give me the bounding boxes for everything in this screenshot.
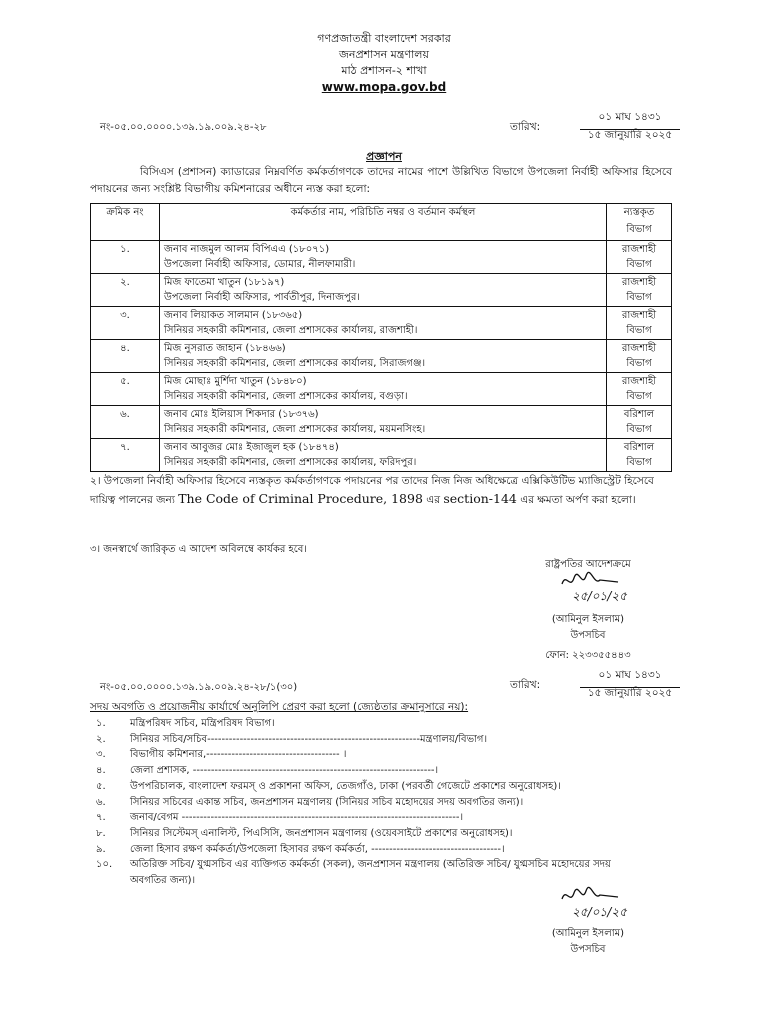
- list-item: [90, 795, 650, 811]
- code-name: The Code of Criminal Procedure, 1898: [178, 491, 423, 506]
- division-cell: [607, 241, 672, 274]
- date-bangla: ০১ মাঘ ১৪৩১: [580, 110, 680, 130]
- branch-name: মাঠ প্রশাসন-২ শাখা: [341, 64, 427, 77]
- division-cell: [607, 406, 672, 439]
- division-name: রাজশাহী: [621, 310, 657, 321]
- date-bangla: ০১ মাঘ ১৪৩১: [580, 668, 680, 688]
- officer-name: মিজ নুসরাত জাহান (১৮৪৬৬): [164, 343, 286, 354]
- item-text: বিভাগীয় কমিশনার,------------------------------------- ।: [130, 749, 347, 761]
- list-item: [90, 779, 650, 795]
- website-link[interactable]: www.mopa.gov.bd: [321, 80, 447, 94]
- header-division: ন্যস্তকৃত বিভাগ: [607, 204, 672, 241]
- division-cell: [607, 373, 672, 406]
- officer-cell: [160, 274, 607, 307]
- list-item: [90, 810, 650, 826]
- item-number: ৯.: [96, 843, 106, 855]
- signatory-designation: উপসচিব: [570, 630, 606, 641]
- list-item: [90, 842, 650, 858]
- item-number: ৭.: [96, 812, 106, 824]
- date-english: ১৫ জানুয়ারি ২০২৫: [587, 687, 673, 699]
- officer-name: মিজ ফাতেমা খাতুন (১৮১৯৭): [164, 277, 285, 288]
- serial-cell: ২.: [91, 274, 160, 307]
- date-label: তারিখ:: [510, 121, 541, 133]
- serial-cell: ৬.: [91, 406, 160, 439]
- division-word: বিভাগ: [626, 259, 652, 270]
- list-item: [90, 763, 650, 779]
- copy-heading: সদয় অবগতি ও প্রয়োজনীয় কার্যার্থে অনুলিপি প্রেরণ করা হলো (জ্যেষ্ঠতার ক্রমানুসারে নয়):: [90, 701, 469, 713]
- division-cell: [607, 307, 672, 340]
- ministry-name: জনপ্রশাসন মন্ত্রণালয়: [339, 48, 429, 61]
- table-row: [91, 439, 672, 472]
- division-name: বরিশাল: [623, 442, 655, 453]
- item-text: অতিরিক্ত সচিব/ যুগ্মসচিব এর ব্যক্তিগত কর্মকর্তা (সকল), জনপ্রশাসন মন্ত্রণালয় (অতিরিক্ত সচিব/ যুগ্মসচিব মহোদয়ের সদয় অবগতির জন্য)।: [130, 859, 611, 887]
- order-line: রাষ্ট্রপতির আদেশক্রমে: [545, 559, 631, 570]
- officer-name: জনাব লিয়াকত সালমান (১৮৩৬৫): [164, 310, 303, 321]
- table-row: [91, 274, 672, 307]
- power-delegation-paragraph: [90, 472, 672, 509]
- signatory-designation-2: উপসচিব: [570, 944, 606, 955]
- table-row: [91, 340, 672, 373]
- officer-name: জনাব নাজমুল আলম বিপিএএ (১৮০৭১): [164, 244, 330, 255]
- serial-cell: ৭.: [91, 439, 160, 472]
- list-item: [90, 747, 650, 763]
- officer-name: জনাব আবুজর মোঃ ইজাজুল হক (১৮৪৭৪): [164, 442, 339, 453]
- officer-name: মিজ মোছাঃ মুর্শিদা খাতুন (১৮৪৮০): [164, 376, 307, 387]
- division-cell: [607, 340, 672, 373]
- signature-date-2: ২৫/০১/২৫: [572, 905, 627, 919]
- table-header-row: [91, 204, 672, 241]
- officer-post: উপজেলা নির্বাহী অফিসার, পার্বতীপুর, দিনাজপুর।: [164, 292, 360, 303]
- officer-name: জনাব মোঃ ইলিয়াস শিকদার (১৮৩৭৬): [164, 409, 319, 420]
- serial-cell: ১.: [91, 241, 160, 274]
- item-text: জেলা প্রশাসক, -------------------------------------------------------------------।: [130, 765, 439, 777]
- division-word: বিভাগ: [626, 292, 652, 303]
- division-word: বিভাগ: [626, 391, 652, 402]
- officer-post: সিনিয়র সহকারী কমিশনার, জেলা প্রশাসকের কার্যালয়, বগুড়া।: [164, 391, 408, 402]
- division-name: রাজশাহী: [621, 277, 657, 288]
- officers-table: [90, 203, 672, 472]
- list-item: [90, 732, 650, 748]
- list-item: [90, 716, 650, 732]
- item-text: জনাব/বেগম -----------------------------------------------------------------------------।: [130, 812, 464, 824]
- officer-cell: [160, 340, 607, 373]
- division-cell: [607, 439, 672, 472]
- item-number: ৫.: [96, 780, 106, 792]
- effective-paragraph: ৩। জনস্বার্থে জারিকৃত এ আদেশ অবিলম্বে কার্যকর হবে।: [90, 544, 307, 555]
- officer-cell: [160, 307, 607, 340]
- division-name: রাজশাহী: [621, 376, 657, 387]
- memo2-number: নং-০৫.০০.০০০০.১৩৯.১৯.০০৯.২৪-২৮/১(৩০): [100, 682, 298, 693]
- item-text: উপপরিচালক, বাংলাদেশ ফরমস্ ও প্রকাশনা অফিস, তেজগাঁও, ঢাকা (পরবর্তী গেজেটে প্রকাশের অনুরোধসহ)।: [130, 780, 561, 792]
- memo-number: নং-০৫.০০.০০০০.১৩৯.১৯.০০৯.২৪-২৮: [100, 122, 267, 133]
- item-text: মন্ত্রিপরিষদ সচিব, মন্ত্রিপরিষদ বিভাগ।: [130, 718, 275, 729]
- table-row: [91, 307, 672, 340]
- table-row: [91, 373, 672, 406]
- para2-suffix: এর ক্ষমতা অর্পণ করা হলো।: [520, 494, 636, 506]
- item-number: ১.: [96, 718, 106, 729]
- officer-cell: [160, 439, 607, 472]
- section-name: section-144: [443, 491, 517, 506]
- table-row: [91, 406, 672, 439]
- item-number: ২.: [96, 733, 106, 745]
- item-number: ৩.: [96, 749, 106, 761]
- division-word: বিভাগ: [626, 457, 652, 468]
- division-word: বিভাগ: [626, 358, 652, 369]
- item-number: ৮.: [96, 827, 106, 839]
- serial-cell: ৫.: [91, 373, 160, 406]
- phone-number: ফোন: ২২৩৩৫৫৪৪৩: [545, 650, 631, 661]
- division-name: বরিশাল: [623, 409, 655, 420]
- officer-cell: [160, 241, 607, 274]
- para2-prefix: ২। উপজেলা নির্বাহী অফিসার হিসেবে ন্যস্তকৃত কর্মকর্তাগণকে পদায়নের পর তাদের নিজ নিজ অধিক্ষেত্রে এক্সিকিউটিভ ম্যাজিস্ট্রেট হিসেবে দায়িত্ব পালনের জন্য: [90, 475, 654, 506]
- signatory-name-2: (আমিনুল ইসলাম): [551, 928, 625, 939]
- item-text: সিনিয়র সচিবের একান্ত সচিব, জনপ্রশাসন মন্ত্রণালয় (সিনিয়র সচিব মহোদয়ের সদয় অবগতির জন্য)।: [130, 796, 524, 808]
- date-label: তারিখ:: [510, 679, 541, 691]
- table-row: [91, 241, 672, 274]
- document-title: প্রজ্ঞাপন: [366, 150, 402, 163]
- officer-post: সিনিয়র সহকারী কমিশনার, জেলা প্রশাসকের কার্যালয়, ফরিদপুর।: [164, 457, 417, 468]
- serial-cell: ৩.: [91, 307, 160, 340]
- serial-cell: ৪.: [91, 340, 160, 373]
- govt-name: গণপ্রজাতন্ত্রী বাংলাদেশ সরকার: [317, 32, 451, 45]
- officer-post: সিনিয়র সহকারী কমিশনার, জেলা প্রশাসকের কার্যালয়, রাজশাহী।: [164, 325, 418, 336]
- copy-list: [90, 716, 650, 889]
- officer-post: সিনিয়র সহকারী কমিশনার, জেলা প্রশাসকের কার্যালয়, ময়মনসিংহ।: [164, 424, 426, 435]
- division-name: রাজশাহী: [621, 244, 657, 255]
- date-english: ১৫ জানুয়ারি ২০২৫: [587, 129, 673, 141]
- signatory-name: (আমিনুল ইসলাম): [551, 614, 625, 625]
- officer-post: উপজেলা নির্বাহী অফিসার, ডোমার, নীলফামারী।: [164, 259, 356, 270]
- officer-post: সিনিয়র সহকারী কমিশনার, জেলা প্রশাসকের কার্যালয়, সিরাজগঞ্জ।: [164, 358, 426, 369]
- intro-paragraph: বিসিএস (প্রশাসন) ক্যাডারের নিম্নবর্ণিত কর্মকর্তাগণকে তাদের নামের পাশে উল্লিখিত বিভাগে উপজেলা নির্বাহী অফিসার হিসেবে পদায়নের জন্য সংশ্লিষ্ট বিভাগীয় কমিশনারের অধীনে ন্যস্ত করা হলো:: [90, 166, 672, 195]
- item-number: ৪.: [96, 765, 106, 777]
- item-number: ১০.: [96, 859, 113, 871]
- item-text: সিনিয়র সিস্টেমস্ এনালিস্ট, পিএসিসি, জনপ্রশাসন মন্ত্রণালয় (ওয়েবসাইটে প্রকাশের অনুরোধসহ)।: [130, 827, 513, 839]
- signature-date: ২৫/০১/২৫: [572, 589, 627, 603]
- division-name: রাজশাহী: [621, 343, 657, 354]
- item-text: সিনিয়র সচিব/সচিব-----------------------------------------------------------মন্ত্রণালয়/বিভাগ।: [130, 733, 488, 745]
- division-word: বিভাগ: [626, 325, 652, 336]
- header-officer: কর্মকর্তার নাম, পরিচিতি নম্বর ও বর্তমান কর্মস্থল: [160, 204, 607, 241]
- list-item: [90, 826, 650, 842]
- officer-cell: [160, 373, 607, 406]
- officer-cell: [160, 406, 607, 439]
- para2-mid: এর: [426, 494, 441, 506]
- item-text: জেলা হিসাব রক্ষণ কর্মকর্তা/উপজেলা হিসাবর রক্ষণ কর্মকর্তা, ------------------------------------।: [130, 843, 505, 855]
- division-word: বিভাগ: [626, 424, 652, 435]
- division-cell: [607, 274, 672, 307]
- header-serial: ক্রমিক নং: [91, 204, 160, 241]
- item-number: ৬.: [96, 796, 106, 808]
